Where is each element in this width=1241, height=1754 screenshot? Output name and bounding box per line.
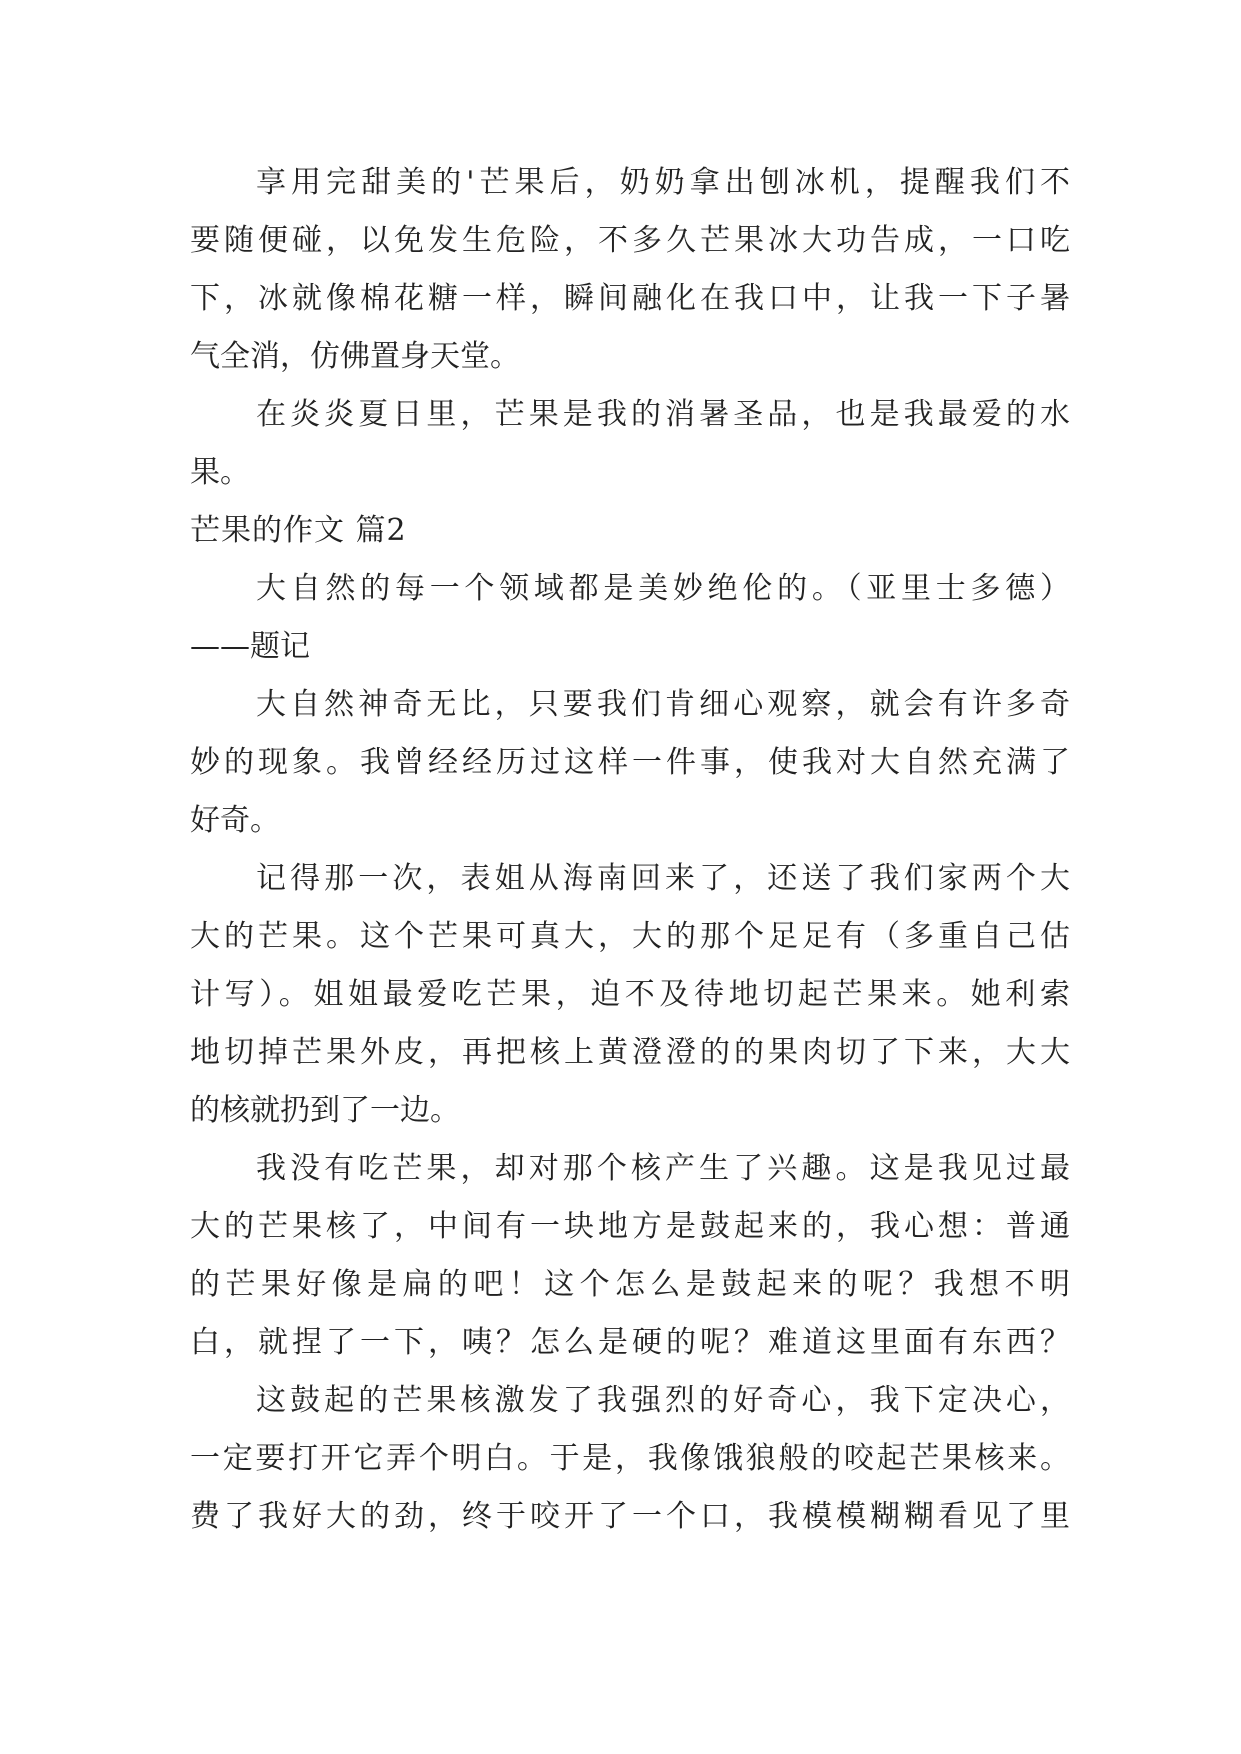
paragraph-line: 这鼓起的芒果核激发了我强烈的好奇心，我下定决心， xyxy=(256,1383,1070,1418)
paragraph-line: 享用完甜美的'芒果后，奶奶拿出刨冰机，提醒我们不 xyxy=(256,165,1070,200)
paragraph-line: 的核就扔到了一边。 xyxy=(190,1093,460,1128)
epigraph-line: 大自然的每一个领域都是美妙绝伦的。（亚里士多德） xyxy=(256,571,1070,606)
paragraph-line: 大的芒果核了，中间有一块地方是鼓起来的，我心想：普通 xyxy=(190,1209,1070,1244)
paragraph-line: 白，就捏了一下，咦？怎么是硬的呢？难道这里面有东西？ xyxy=(190,1325,1070,1360)
paragraph-line: 记得那一次，表姐从海南回来了，还送了我们家两个大 xyxy=(256,861,1070,896)
paragraph-line: 的芒果好像是扁的吧！这个怎么是鼓起来的呢？我想不明 xyxy=(190,1267,1070,1302)
epigraph-attribution: ——题记 xyxy=(190,629,310,664)
section-heading: 芒果的作文 篇2 xyxy=(190,513,407,548)
paragraph-line: 一定要打开它弄个明白。于是，我像饿狼般的咬起芒果核来。 xyxy=(190,1441,1070,1476)
paragraph-line: 妙的现象。我曾经经历过这样一件事，使我对大自然充满了 xyxy=(190,745,1070,780)
paragraph-line: 要随便碰，以免发生危险，不多久芒果冰大功告成，一口吃 xyxy=(190,223,1070,258)
paragraph-line: 在炎炎夏日里，芒果是我的消暑圣品，也是我最爱的水 xyxy=(256,397,1070,432)
paragraph-line: 费了我好大的劲，终于咬开了一个口，我模模糊糊看见了里 xyxy=(190,1499,1070,1534)
paragraph-line: 地切掉芒果外皮，再把核上黄澄澄的的果肉切了下来，大大 xyxy=(190,1035,1070,1070)
paragraph-line: 大自然神奇无比，只要我们肯细心观察，就会有许多奇 xyxy=(256,687,1070,722)
paragraph-line: 气全消，仿佛置身天堂。 xyxy=(190,339,520,374)
paragraph-line: 好奇。 xyxy=(190,803,280,838)
paragraph-line: 果。 xyxy=(190,455,250,490)
paragraph-line: 我没有吃芒果，却对那个核产生了兴趣。这是我见过最 xyxy=(256,1151,1070,1186)
paragraph-line: 下，冰就像棉花糖一样，瞬间融化在我口中，让我一下子暑 xyxy=(190,281,1070,316)
paragraph-line: 计写）。姐姐最爱吃芒果，迫不及待地切起芒果来。她利索 xyxy=(190,977,1070,1012)
paragraph-line: 大的芒果。这个芒果可真大，大的那个足足有（多重自己估 xyxy=(190,919,1070,954)
